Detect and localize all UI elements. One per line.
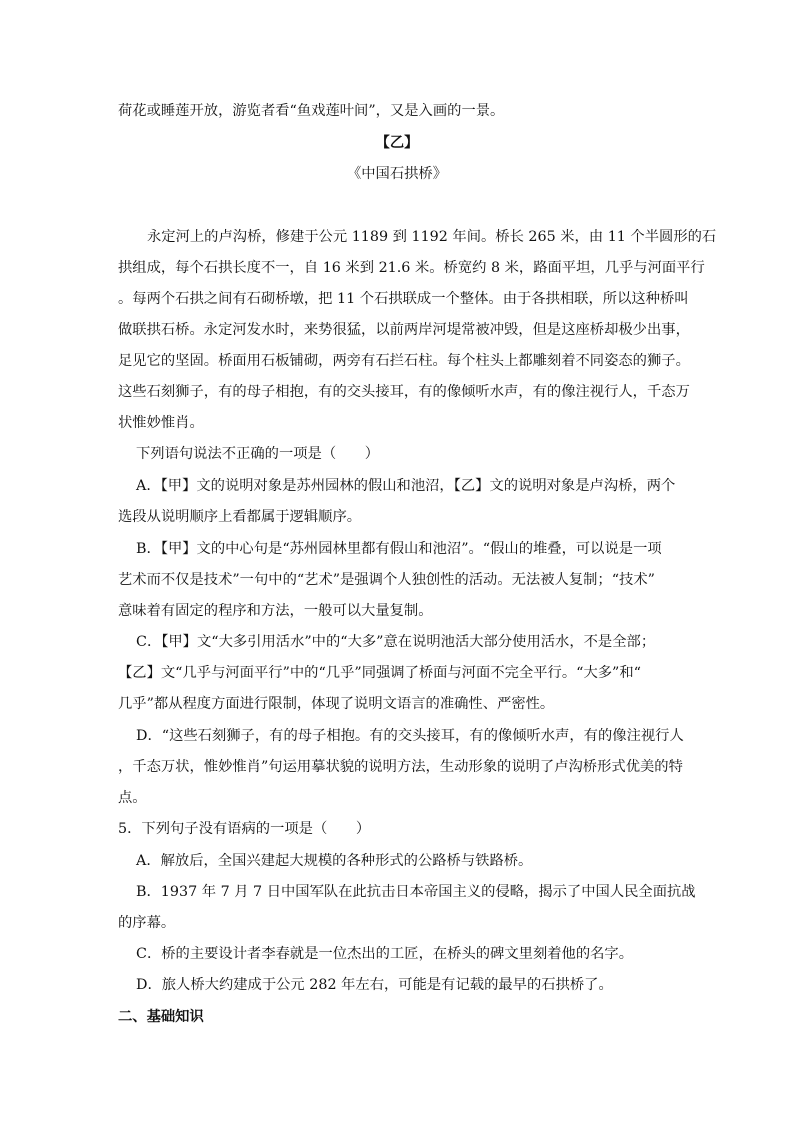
intro-line: 荷花或睡莲开放，游览者看“鱼戏莲叶间”，又是入画的一景。 [118, 103, 505, 119]
option-b-line: 意味着有固定的程序和方法，一般可以大量复制。 [118, 603, 433, 619]
option-b-line: 艺术而不仅是技术”一句中的“艺术”是强调个人独创性的活动。无法被人复制；“技术” [118, 572, 655, 588]
passage-line: 拱组成，每个石拱长度不一，自 16 米到 21.6 米。桥宽约 8 米，路面平坦，几乎与河面平行 [118, 260, 705, 276]
question-stem: 下列语句说法不正确的一项是（ ） [136, 446, 380, 462]
passage-line: 做联拱石桥。永定河发水时，来势很猛，以前两岸河堤常被冲毁，但是这座桥却极少出事， [118, 322, 690, 338]
passage-line: 永定河上的卢沟桥，修建于公元 1189 到 1192 年间。桥长 265 米，由 11 个半圆形的石 [147, 229, 717, 245]
option-b-line: B．1937 年 7 月 7 日中国军队在此抗击日本帝国主义的侵略，揭示了中国人民全面抗战 [136, 884, 696, 900]
option-d-line: 点。 [118, 790, 147, 806]
section-heading: 二、基础知识 [118, 1009, 204, 1025]
passage-line: 状惟妙惟肖。 [118, 415, 204, 431]
option-a-line: 选段从说明顺序上看都属于逻辑顺序。 [118, 509, 362, 525]
option-c-line: 【乙】文“几乎与河面平行”中的“几乎”同强调了桥面与河面不完全平行。“大多”和“ [118, 665, 641, 681]
option-b-line: 的序幕。 [118, 915, 176, 931]
section-marker-yi: 【乙】 [375, 135, 419, 151]
option-d-line: D．“这些石刻狮子，有的母子相抱。有的交头接耳，有的像倾听水声，有的像注视行人 [136, 728, 684, 744]
option-d-line: D．旅人桥大约建成于公元 282 年左右，可能是有记载的最早的石拱桥了。 [136, 977, 613, 993]
passage-line: 足见它的坚固。桥面用石板铺砌，两旁有石拦石柱。每个柱头上都雕刻着不同姿态的狮子。 [118, 353, 690, 369]
option-a-line: A．解放后，全国兴建起大规模的各种形式的公路桥与铁路桥。 [136, 853, 533, 869]
passage-line: 。每两个石拱之间有石砌桥墩，把 11 个石拱联成一个整体。由于各拱相联，所以这种桥叫 [118, 291, 689, 307]
option-c-line: C．桥的主要设计者李春就是一位杰出的工匠，在桥头的碑文里刻着他的名字。 [136, 946, 634, 962]
passage-line: 这些石刻狮子，有的母子相抱，有的交头接耳，有的像倾听水声，有的像注视行人，千态万 [118, 384, 690, 400]
option-d-line: ，千态万状，惟妙惟肖”句运用摹状貌的说明方法，生动形象的说明了卢沟桥形式优美的特 [118, 759, 683, 775]
question-stem: 5．下列句子没有语病的一项是（ ） [118, 821, 371, 837]
option-c-line: C．【甲】文“大多引用活水”中的“大多”意在说明池活大部分使用活水，不是全部； [136, 634, 656, 650]
option-a-line: A．【甲】文的说明对象是苏州园林的假山和池沼，【乙】文的说明对象是卢沟桥，两个 [136, 478, 676, 494]
passage-title: 《中国石拱桥》 [346, 166, 448, 182]
option-b-line: B．【甲】文的中心句是“苏州园林里都有假山和池沼”。“假山的堆叠，可以说是一项 [136, 541, 662, 557]
option-c-line: 几乎”都从程度方面进行限制，体现了说明文语言的准确性、严密性。 [118, 696, 555, 712]
